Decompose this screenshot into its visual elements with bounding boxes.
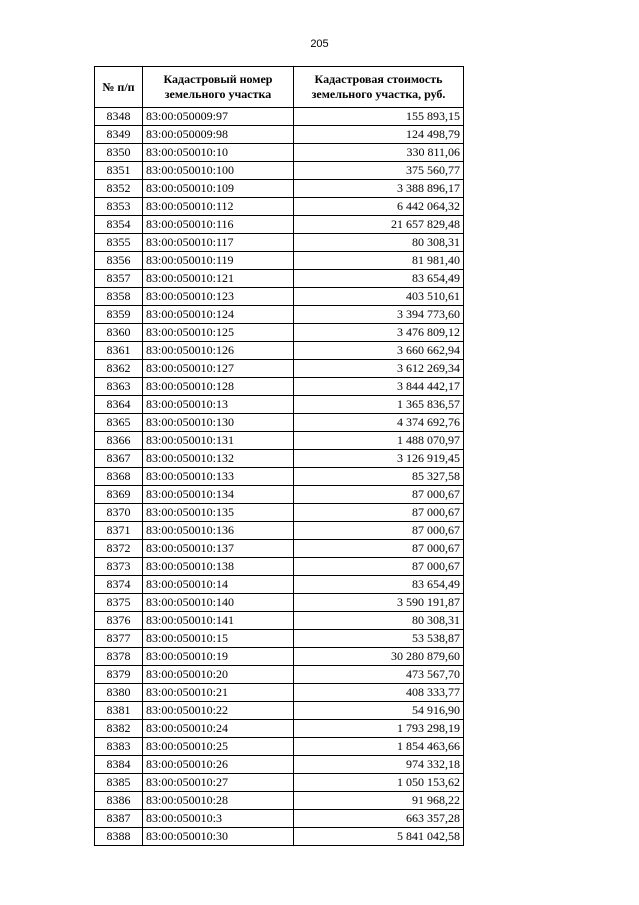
cadastral-value-cell: 3 590 191,87	[294, 594, 464, 612]
table-row	[95, 612, 464, 630]
cadastral-value-cell: 87 000,67	[294, 486, 464, 504]
row-number-cell: 8371	[95, 522, 143, 540]
row-number-cell: 8356	[95, 252, 143, 270]
cadastral-value-cell: 3 844 442,17	[294, 378, 464, 396]
row-number-cell: 8383	[95, 738, 143, 756]
table-row	[95, 252, 464, 270]
table-row	[95, 630, 464, 648]
cadastral-number-cell: 83:00:050009:98	[143, 126, 294, 144]
table-row	[95, 522, 464, 540]
table-row	[95, 486, 464, 504]
row-number-cell: 8359	[95, 306, 143, 324]
table-row	[95, 198, 464, 216]
table-row	[95, 342, 464, 360]
cadastral-number-cell: 83:00:050010:30	[143, 828, 294, 846]
cadastral-value-cell: 87 000,67	[294, 558, 464, 576]
cadastral-value-cell: 124 498,79	[294, 126, 464, 144]
row-number-cell: 8363	[95, 378, 143, 396]
cadastral-value-cell: 375 560,77	[294, 162, 464, 180]
table-row	[95, 378, 464, 396]
cadastral-value-cell: 80 308,31	[294, 234, 464, 252]
row-number-cell: 8382	[95, 720, 143, 738]
cadastral-number-cell: 83:00:050010:22	[143, 702, 294, 720]
table-row	[95, 432, 464, 450]
table-row	[95, 792, 464, 810]
header-cadastral-number: Кадастровый номер земельного участка	[143, 67, 294, 108]
table-row	[95, 144, 464, 162]
row-number-cell: 8351	[95, 162, 143, 180]
cadastral-value-table	[94, 66, 464, 846]
row-number-cell: 8362	[95, 360, 143, 378]
cadastral-value-cell: 1 793 298,19	[294, 720, 464, 738]
table-row	[95, 468, 464, 486]
cadastral-value-cell: 330 811,06	[294, 144, 464, 162]
cadastral-value-cell: 473 567,70	[294, 666, 464, 684]
table-row	[95, 720, 464, 738]
cadastral-number-cell: 83:00:050010:132	[143, 450, 294, 468]
table-row	[95, 396, 464, 414]
row-number-cell: 8388	[95, 828, 143, 846]
table-row	[95, 594, 464, 612]
cadastral-number-cell: 83:00:050010:126	[143, 342, 294, 360]
row-number-cell: 8355	[95, 234, 143, 252]
row-number-cell: 8361	[95, 342, 143, 360]
table-row	[95, 504, 464, 522]
cadastral-number-cell: 83:00:050010:20	[143, 666, 294, 684]
table-row	[95, 126, 464, 144]
row-number-cell: 8377	[95, 630, 143, 648]
row-number-cell: 8370	[95, 504, 143, 522]
row-number-cell: 8349	[95, 126, 143, 144]
cadastral-value-cell: 1 050 153,62	[294, 774, 464, 792]
table-row	[95, 702, 464, 720]
row-number-cell: 8366	[95, 432, 143, 450]
cadastral-number-cell: 83:00:050010:21	[143, 684, 294, 702]
table-row	[95, 774, 464, 792]
row-number-cell: 8378	[95, 648, 143, 666]
table-row	[95, 756, 464, 774]
table-row	[95, 180, 464, 198]
cadastral-number-cell: 83:00:050010:100	[143, 162, 294, 180]
cadastral-value-cell: 3 388 896,17	[294, 180, 464, 198]
table-row	[95, 270, 464, 288]
cadastral-value-cell: 83 654,49	[294, 270, 464, 288]
cadastral-number-cell: 83:00:050010:138	[143, 558, 294, 576]
cadastral-value-cell: 21 657 829,48	[294, 216, 464, 234]
cadastral-number-cell: 83:00:050010:25	[143, 738, 294, 756]
row-number-cell: 8354	[95, 216, 143, 234]
row-number-cell: 8353	[95, 198, 143, 216]
cadastral-value-cell: 663 357,28	[294, 810, 464, 828]
cadastral-number-cell: 83:00:050010:10	[143, 144, 294, 162]
row-number-cell: 8360	[95, 324, 143, 342]
cadastral-number-cell: 83:00:050010:119	[143, 252, 294, 270]
table-row	[95, 216, 464, 234]
cadastral-number-cell: 83:00:050010:125	[143, 324, 294, 342]
cadastral-value-cell: 87 000,67	[294, 522, 464, 540]
cadastral-value-cell: 81 981,40	[294, 252, 464, 270]
table-row	[95, 324, 464, 342]
page-number: 205	[310, 38, 329, 50]
cadastral-value-cell: 155 893,15	[294, 108, 464, 126]
cadastral-value-cell: 408 333,77	[294, 684, 464, 702]
table-row	[95, 288, 464, 306]
cadastral-value-cell: 54 916,90	[294, 702, 464, 720]
table-row	[95, 306, 464, 324]
table-row	[95, 666, 464, 684]
cadastral-number-cell: 83:00:050010:137	[143, 540, 294, 558]
row-number-cell: 8364	[95, 396, 143, 414]
table-row	[95, 810, 464, 828]
cadastral-number-cell: 83:00:050010:124	[143, 306, 294, 324]
table-row	[95, 684, 464, 702]
table-row	[95, 558, 464, 576]
row-number-cell: 8358	[95, 288, 143, 306]
cadastral-number-cell: 83:00:050010:127	[143, 360, 294, 378]
row-number-cell: 8380	[95, 684, 143, 702]
cadastral-number-cell: 83:00:050010:24	[143, 720, 294, 738]
cadastral-number-cell: 83:00:050010:133	[143, 468, 294, 486]
cadastral-number-cell: 83:00:050010:134	[143, 486, 294, 504]
header-cadastral-value: Кадастровая стоимость земельного участка, руб.	[294, 67, 464, 108]
cadastral-value-cell: 87 000,67	[294, 504, 464, 522]
row-number-cell: 8376	[95, 612, 143, 630]
cadastral-number-cell: 83:00:050010:128	[143, 378, 294, 396]
cadastral-value-cell: 3 394 773,60	[294, 306, 464, 324]
cadastral-number-cell: 83:00:050010:116	[143, 216, 294, 234]
row-number-cell: 8367	[95, 450, 143, 468]
cadastral-value-cell: 30 280 879,60	[294, 648, 464, 666]
cadastral-value-cell: 1 488 070,97	[294, 432, 464, 450]
cadastral-number-cell: 83:00:050010:136	[143, 522, 294, 540]
row-number-cell: 8386	[95, 792, 143, 810]
cadastral-number-cell: 83:00:050010:117	[143, 234, 294, 252]
cadastral-number-cell: 83:00:050010:140	[143, 594, 294, 612]
row-number-cell: 8375	[95, 594, 143, 612]
cadastral-number-cell: 83:00:050010:14	[143, 576, 294, 594]
table-body	[95, 108, 464, 846]
table-row	[95, 576, 464, 594]
row-number-cell: 8385	[95, 774, 143, 792]
row-number-cell: 8384	[95, 756, 143, 774]
table-header-row	[95, 67, 464, 108]
cadastral-value-cell: 5 841 042,58	[294, 828, 464, 846]
cadastral-number-cell: 83:00:050010:121	[143, 270, 294, 288]
cadastral-value-cell: 87 000,67	[294, 540, 464, 558]
cadastral-number-cell: 83:00:050010:3	[143, 810, 294, 828]
row-number-cell: 8348	[95, 108, 143, 126]
cadastral-value-cell: 1 854 463,66	[294, 738, 464, 756]
table-row	[95, 738, 464, 756]
cadastral-number-cell: 83:00:050010:135	[143, 504, 294, 522]
table-row	[95, 162, 464, 180]
cadastral-number-cell: 83:00:050010:130	[143, 414, 294, 432]
cadastral-number-cell: 83:00:050010:28	[143, 792, 294, 810]
cadastral-value-cell: 403 510,61	[294, 288, 464, 306]
row-number-cell: 8357	[95, 270, 143, 288]
cadastral-value-cell: 1 365 836,57	[294, 396, 464, 414]
cadastral-number-cell: 83:00:050010:112	[143, 198, 294, 216]
cadastral-value-cell: 6 442 064,32	[294, 198, 464, 216]
table-row	[95, 414, 464, 432]
cadastral-value-cell: 3 476 809,12	[294, 324, 464, 342]
cadastral-value-cell: 83 654,49	[294, 576, 464, 594]
cadastral-number-cell: 83:00:050010:109	[143, 180, 294, 198]
row-number-cell: 8373	[95, 558, 143, 576]
table-row	[95, 234, 464, 252]
cadastral-number-cell: 83:00:050010:13	[143, 396, 294, 414]
row-number-cell: 8369	[95, 486, 143, 504]
cadastral-value-cell: 3 612 269,34	[294, 360, 464, 378]
cadastral-value-cell: 91 968,22	[294, 792, 464, 810]
row-number-cell: 8352	[95, 180, 143, 198]
row-number-cell: 8368	[95, 468, 143, 486]
cadastral-number-cell: 83:00:050010:27	[143, 774, 294, 792]
table-row	[95, 540, 464, 558]
cadastral-number-cell: 83:00:050010:141	[143, 612, 294, 630]
cadastral-value-cell: 80 308,31	[294, 612, 464, 630]
cadastral-number-cell: 83:00:050010:19	[143, 648, 294, 666]
cadastral-value-cell: 4 374 692,76	[294, 414, 464, 432]
cadastral-value-cell: 974 332,18	[294, 756, 464, 774]
row-number-cell: 8365	[95, 414, 143, 432]
row-number-cell: 8374	[95, 576, 143, 594]
cadastral-value-cell: 85 327,58	[294, 468, 464, 486]
row-number-cell: 8379	[95, 666, 143, 684]
row-number-cell: 8372	[95, 540, 143, 558]
table-row	[95, 828, 464, 846]
row-number-cell: 8350	[95, 144, 143, 162]
cadastral-value-cell: 3 126 919,45	[294, 450, 464, 468]
cadastral-number-cell: 83:00:050009:97	[143, 108, 294, 126]
table-row	[95, 360, 464, 378]
table-row	[95, 450, 464, 468]
cadastral-number-cell: 83:00:050010:123	[143, 288, 294, 306]
row-number-cell: 8387	[95, 810, 143, 828]
table-row	[95, 648, 464, 666]
cadastral-number-cell: 83:00:050010:131	[143, 432, 294, 450]
cadastral-value-cell: 3 660 662,94	[294, 342, 464, 360]
cadastral-number-cell: 83:00:050010:15	[143, 630, 294, 648]
cadastral-value-cell: 53 538,87	[294, 630, 464, 648]
row-number-cell: 8381	[95, 702, 143, 720]
table-row	[95, 108, 464, 126]
header-row-number: № п/п	[95, 67, 143, 108]
cadastral-number-cell: 83:00:050010:26	[143, 756, 294, 774]
